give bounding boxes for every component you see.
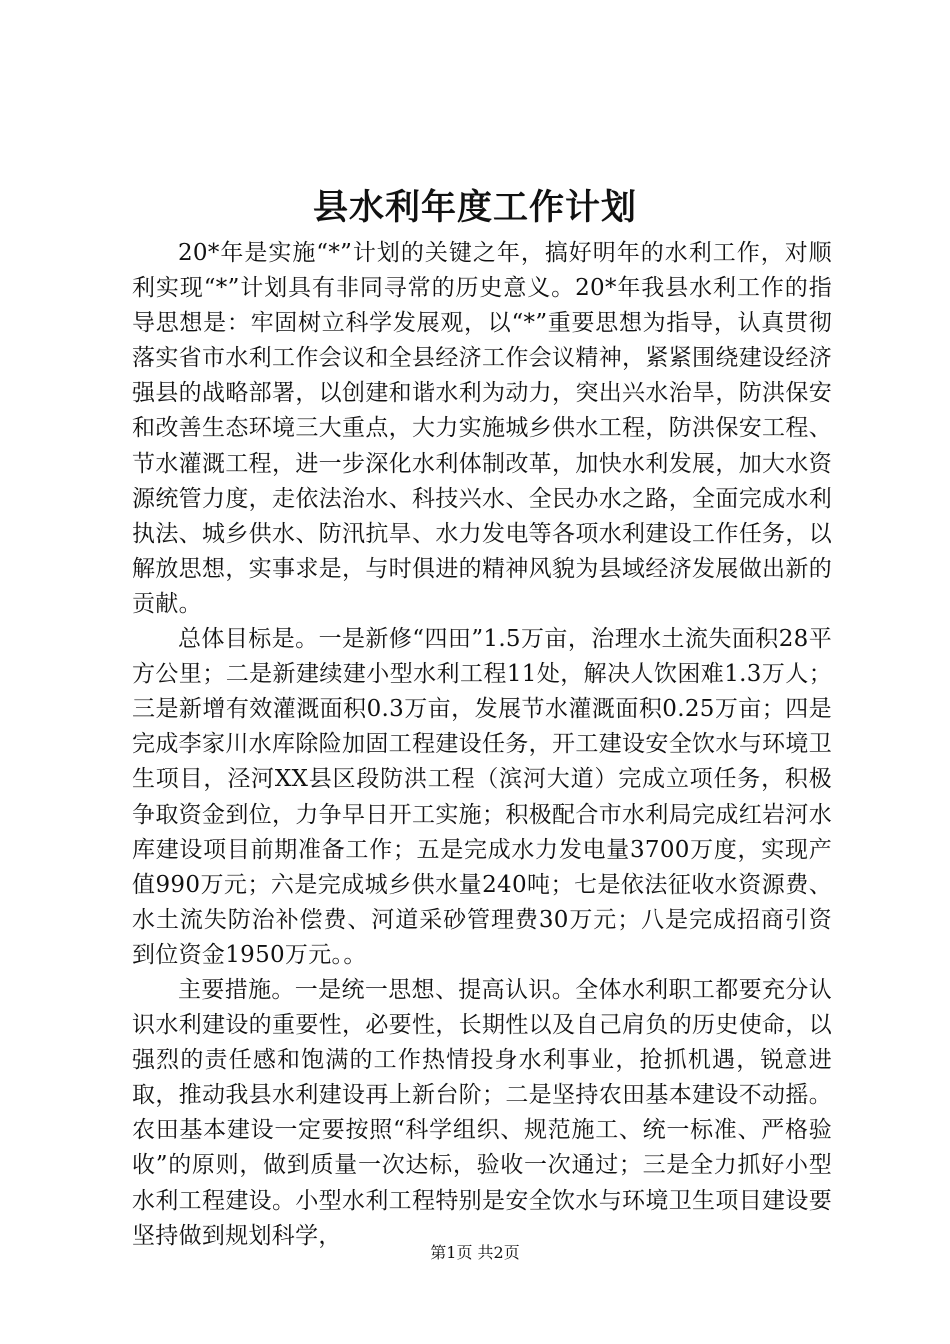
document-body (132, 236, 832, 1254)
paragraph-overall-goals: 总体目标是。一是新修“四田”1.5万亩，治理水土流失面积28平方公里；二是新建续建小型水利工程11处，解决人饮困难1.3万人；三是新增有效灌溉面积0.3万亩，发展节水灌溉面积0.25万亩；四是完成李家川水库除险加固工程建设任务，开工建设安全饮水与环境卫生项目，泾河XX县区段防洪工程（滨河大道）完成立项任务，积极争取资金到位，力争早日开工实施；积极配合市水利局完成红岩河水库建设项目前期准备工作；五是完成水力发电量3700万度，实现产值990万元；六是完成城乡供水量240吨；七是依法征收水资源费、水土流失防治补偿费、河道采砂管理费30万元；八是完成招商引资到位资金1950万元。。 (132, 626, 832, 968)
paragraph-guiding-ideology: 20*年是实施“*”计划的关键之年，搞好明年的水利工作，对顺利实现“*”计划具有非同寻常的历史意义。20*年我县水利工作的指导思想是：牢固树立科学发展观，以“*”重要思想为指导，认真贯彻落实省市水利工作会议和全县经济工作会议精神，紧紧围绕建设经济强县的战略部署，以创建和谐水利为动力，突出兴水治旱，防洪保安和改善生态环境三大重点，大力实施城乡供水工程，防洪保安工程、节水灌溉工程，进一步深化水利体制改革，加快水利发展，加大水资源统管力度，走依法治水、科技兴水、全民办水之路，全面完成水利执法、城乡供水、防汛抗旱、水力发电等各项水利建设工作任务，以解放思想，实事求是，与时俱进的精神风貌为县域经济发展做出新的贡献。 (132, 240, 832, 617)
document-title: 县水利年度工作计划 (312, 187, 637, 228)
page-number-footer: 第1页 共2页 (430, 1243, 520, 1262)
paragraph-main-measures: 主要措施。一是统一思想、提高认识。全体水利职工都要充分认识水利建设的重要性，必要性，长期性以及自己肩负的历史使命，以强烈的责任感和饱满的工作热情投身水利事业，抢抓机遇，锐意进取，推动我县水利建设再上新台阶；二是坚持农田基本建设不动摇。农田基本建设一定要按照“科学组织、规范施工、统一标准、严格验收”的原则，做到质量一次达标，验收一次通过；三是全力抓好小型水利工程建设。小型水利工程特别是安全饮水与环境卫生项目建设要坚持做到规划科学， (132, 976, 832, 1249)
